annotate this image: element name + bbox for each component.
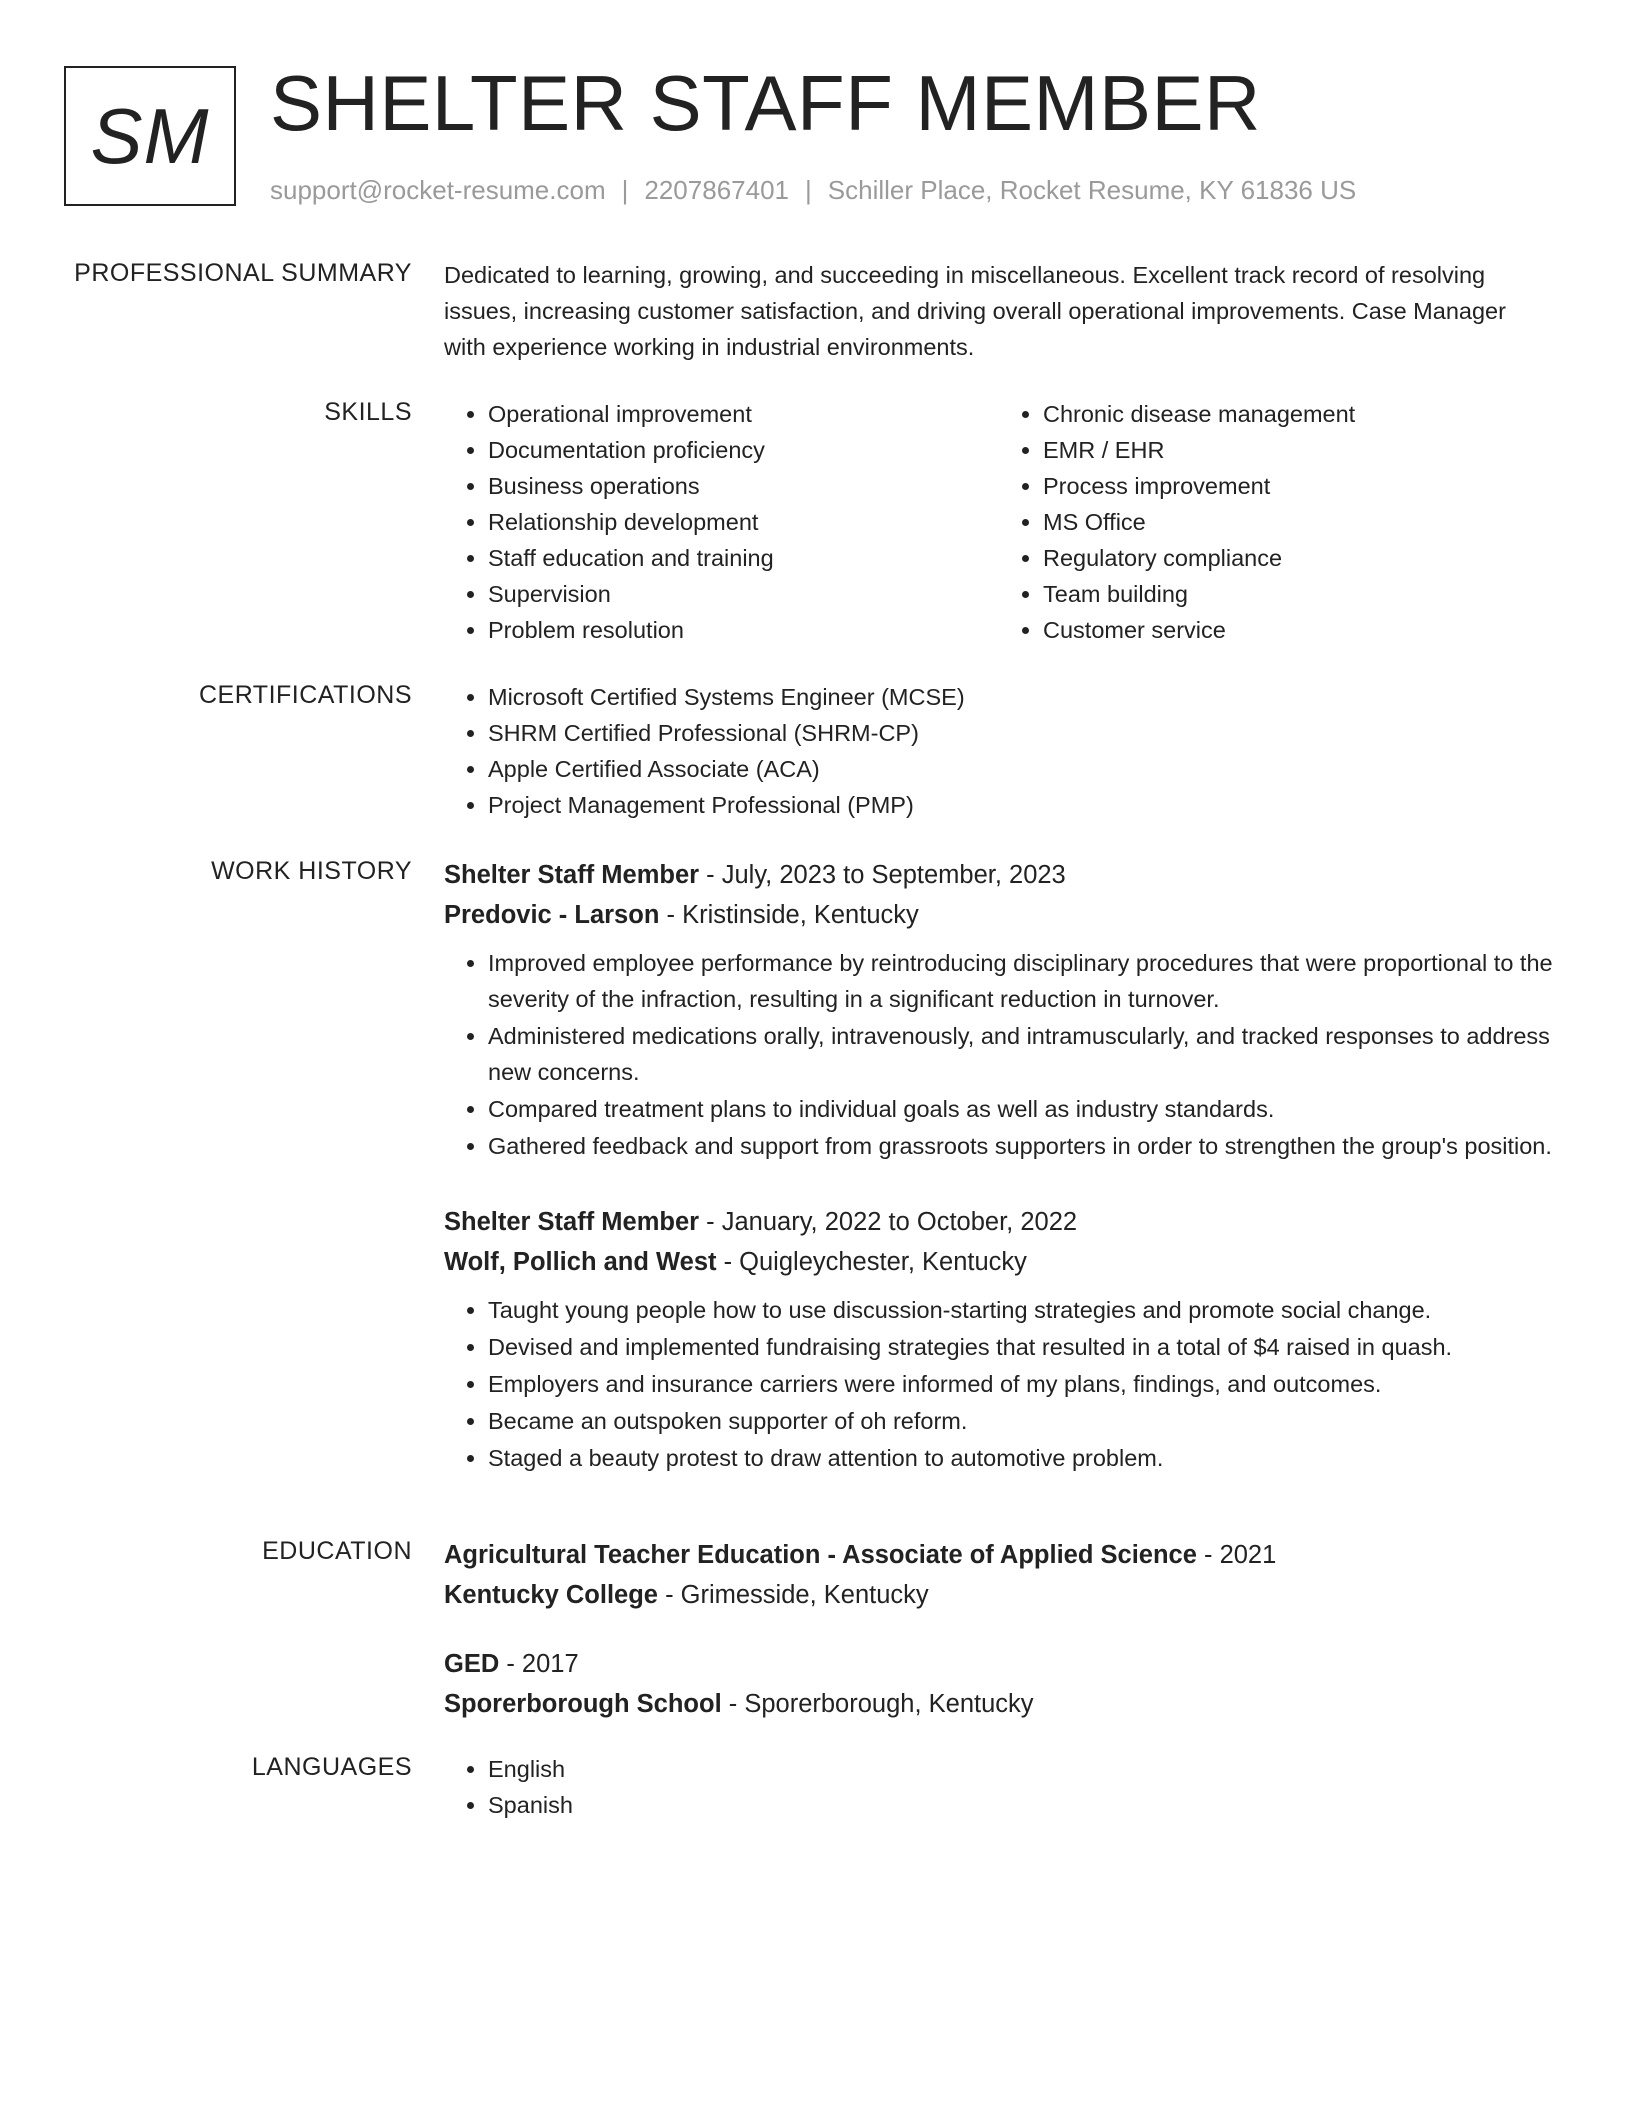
list-item: • Spanish (488, 1787, 1554, 1823)
education-school-line (444, 1575, 1554, 1615)
list-item: • Apple Certified Associate (ACA) (488, 751, 1554, 787)
job-title: Shelter Staff Member (444, 861, 700, 889)
job-company: Predovic - Larson (444, 901, 660, 929)
list-item: • Microsoft Certified Systems Engineer (MCSE) (488, 679, 1554, 715)
education-degree-line (444, 1535, 1554, 1575)
list-item: • Taught young people how to use discussion-starting strategies and promote social change. (488, 1292, 1554, 1328)
job-company-line (444, 895, 1554, 935)
list-item: • EMR / EHR (1043, 432, 1554, 468)
monogram: SM (64, 66, 236, 206)
job-company: Wolf, Pollich and West (444, 1248, 717, 1276)
contact-line (270, 174, 1356, 206)
list-item: • Improved employee performance by reintroducing disciplinary procedures that were proportional to the severity of the infraction, resulting in a significant reduction in turnover. (488, 945, 1554, 1017)
list-item: • SHRM Certified Professional (SHRM-CP) (488, 715, 1554, 751)
list-item: • Project Management Professional (PMP) (488, 787, 1554, 823)
contact-phone[interactable]: 2207867401 (644, 175, 789, 205)
section-label-work: WORK HISTORY (211, 857, 412, 885)
education-degree: GED (444, 1650, 500, 1678)
list-item: • English (488, 1751, 1554, 1787)
job-company-line (444, 1242, 1554, 1282)
education-year: - 2021 (1196, 1541, 1277, 1569)
job-title: Shelter Staff Member (444, 1208, 700, 1236)
skills-list-left (444, 396, 999, 648)
education-year: - 2017 (499, 1650, 579, 1678)
education-school-line (444, 1684, 1554, 1724)
list-item: • Employers and insurance carriers were informed of my plans, findings, and outcomes. (488, 1366, 1554, 1402)
list-item: • Process improvement (1043, 468, 1554, 504)
section-label-education: EDUCATION (262, 1537, 412, 1565)
education-entry (444, 1644, 1554, 1724)
list-item: • Staged a beauty protest to draw attention to automotive problem. (488, 1440, 1554, 1476)
education-body (444, 1535, 1554, 1724)
certifications-list (444, 679, 1554, 823)
list-item: • Compared treatment plans to individual goals as well as industry standards. (488, 1091, 1554, 1127)
certifications-body (444, 679, 1554, 823)
section-label-skills: SKILLS (324, 398, 412, 426)
separator: | (805, 175, 812, 205)
skills-columns (444, 396, 1554, 648)
education-degree-line (444, 1644, 1554, 1684)
list-item: • Business operations (488, 468, 999, 504)
list-item: • Devised and implemented fundraising strategies that resulted in a total of $4 raised in quash. (488, 1329, 1554, 1365)
list-item: • Supervision (488, 576, 999, 612)
contact-email[interactable]: support@rocket-resume.com (270, 175, 606, 205)
job-bullets (444, 945, 1554, 1164)
list-item: • Administered medications orally, intravenously, and intramuscularly, and tracked responses to address new concerns. (488, 1018, 1554, 1090)
education-school: Kentucky College (444, 1581, 658, 1609)
section-label-certifications: CERTIFICATIONS (198, 681, 412, 709)
page-title: SHELTER STAFF MEMBER (270, 59, 1261, 147)
list-item: • Gathered feedback and support from grassroots supporters in order to strengthen the group's position. (488, 1128, 1554, 1164)
job-dates: - July, 2023 to September, 2023 (699, 861, 1066, 889)
list-item: • Operational improvement (488, 396, 999, 432)
summary-text: Dedicated to learning, growing, and succeeding in miscellaneous. Excellent track record of resolving issues, increasing customer satisfaction, and driving overall operational improvements. Case Manager with experience working in industrial environments. (444, 262, 1506, 360)
education-location: - Grimesside, Kentucky (657, 1581, 929, 1609)
job-dates: - January, 2022 to October, 2022 (699, 1208, 1078, 1236)
education-school: Sporerborough School (444, 1690, 722, 1718)
job-title-line (444, 1202, 1554, 1242)
job-location: - Kristinside, Kentucky (659, 901, 919, 929)
list-item: • Documentation proficiency (488, 432, 999, 468)
list-item: • Customer service (1043, 612, 1554, 648)
section-label-summary: PROFESSIONAL SUMMARY (74, 259, 412, 287)
list-item: • Problem resolution (488, 612, 999, 648)
list-item: • Chronic disease management (1043, 396, 1554, 432)
contact-address: Schiller Place, Rocket Resume, KY 61836 US (827, 175, 1357, 205)
list-item: • Staff education and training (488, 540, 999, 576)
job-entry (444, 855, 1554, 1164)
list-item: • Team building (1043, 576, 1554, 612)
job-bullets (444, 1292, 1554, 1476)
languages-list (444, 1751, 1554, 1823)
work-body (444, 855, 1554, 1477)
education-location: - Sporerborough, Kentucky (721, 1690, 1034, 1718)
languages-body (444, 1751, 1554, 1823)
education-entry (444, 1535, 1554, 1615)
list-item: • Became an outspoken supporter of oh reform. (488, 1403, 1554, 1439)
job-title-line (444, 855, 1554, 895)
job-location: - Quigleychester, Kentucky (716, 1248, 1027, 1276)
section-label-languages: LANGUAGES (251, 1753, 412, 1781)
separator: | (621, 175, 629, 205)
list-item: • MS Office (1043, 504, 1554, 540)
list-item: • Relationship development (488, 504, 999, 540)
education-degree: Agricultural Teacher Education - Associate of Applied Science (444, 1541, 1197, 1569)
list-item: • Regulatory compliance (1043, 540, 1554, 576)
skills-list-right (999, 396, 1554, 648)
job-entry (444, 1202, 1554, 1476)
